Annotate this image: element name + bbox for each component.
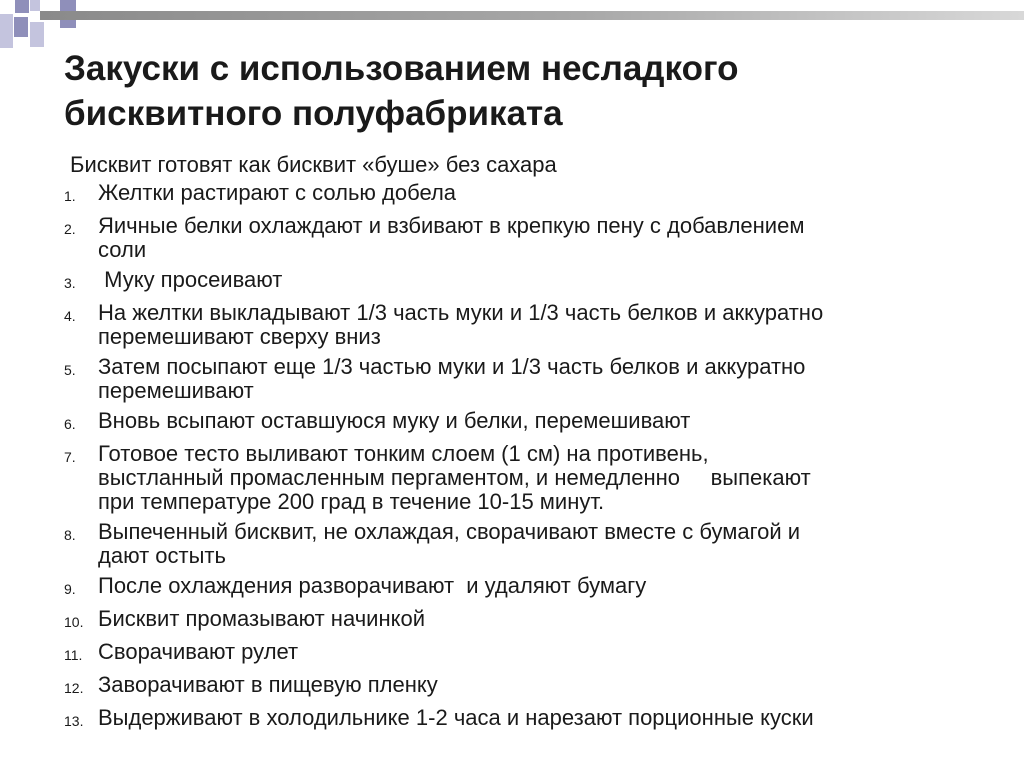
decor-square-4	[0, 14, 13, 48]
list-item	[64, 706, 964, 733]
list-item	[64, 673, 964, 700]
list-item	[64, 409, 964, 436]
step-number: 11.	[64, 647, 83, 663]
list-item	[64, 442, 964, 514]
slide-title	[64, 46, 964, 136]
step-text: Затем посыпают еще 1/3 частью муки и 1/3 часть белков и аккуратно перемешивают	[98, 354, 806, 403]
step-number: 10.	[64, 614, 84, 630]
step-number: 8.	[64, 527, 76, 543]
decor-square-1	[15, 0, 29, 13]
list-item	[64, 355, 964, 403]
header-bar	[40, 11, 1024, 20]
step-number: 2.	[64, 221, 76, 237]
step-text: Выдерживают в холодильнике 1-2 часа и нарезают порционные куски	[98, 705, 814, 730]
step-number: 3.	[64, 275, 76, 291]
step-text: Выпеченный бисквит, не охлаждая, сворачивают вместе с бумагой и дают остыть	[98, 519, 801, 568]
list-item	[64, 520, 964, 568]
list-item	[64, 640, 964, 667]
step-text: Яичные белки охлаждают и взбивают в крепкую пену с добавлением соли	[98, 213, 805, 262]
step-number: 1.	[64, 188, 76, 204]
step-number: 12.	[64, 680, 84, 696]
steps-list	[64, 181, 964, 739]
slide-title-line-1: Закуски с использованием несладкого	[64, 49, 739, 88]
list-item	[64, 607, 964, 634]
step-text: Вновь всыпают оставшуюся муку и белки, перемешивают	[98, 408, 691, 433]
list-item	[64, 214, 964, 262]
step-text: Заворачивают в пищевую пленку	[98, 672, 438, 697]
step-text: Желтки растирают с солью добела	[98, 180, 457, 205]
list-item	[64, 181, 964, 208]
step-text: Сворачивают рулет	[98, 639, 299, 664]
step-number: 7.	[64, 449, 76, 465]
step-text: Муку просеивают	[98, 267, 283, 292]
decor-square-6	[30, 22, 44, 47]
step-number: 4.	[64, 308, 76, 324]
list-item	[64, 301, 964, 349]
decor-square-5	[14, 17, 28, 37]
slide-title-line-2: бисквитного полуфабриката	[64, 94, 563, 133]
list-item	[64, 268, 964, 295]
step-number: 5.	[64, 362, 76, 378]
step-text: На желтки выкладывают 1/3 часть муки и 1/3 часть белков и аккуратно перемешивают сверху вниз	[98, 300, 824, 349]
step-text: Бисквит промазывают начинкой	[98, 606, 425, 631]
decor-square-2	[30, 0, 40, 11]
step-number: 9.	[64, 581, 76, 597]
intro-text: Бисквит готовят как бисквит «буше» без сахара	[70, 152, 557, 177]
list-item	[64, 574, 964, 601]
step-text: Готовое тесто выливают тонким слоем (1 см) на противень, выстланный промасленным пергаментом, и немедленно выпекают при температуре 200 град в течение 10-15 минут.	[98, 441, 811, 514]
step-number: 13.	[64, 713, 84, 729]
step-text: После охлаждения разворачивают и удаляют бумагу	[98, 573, 647, 598]
step-number: 6.	[64, 416, 76, 432]
